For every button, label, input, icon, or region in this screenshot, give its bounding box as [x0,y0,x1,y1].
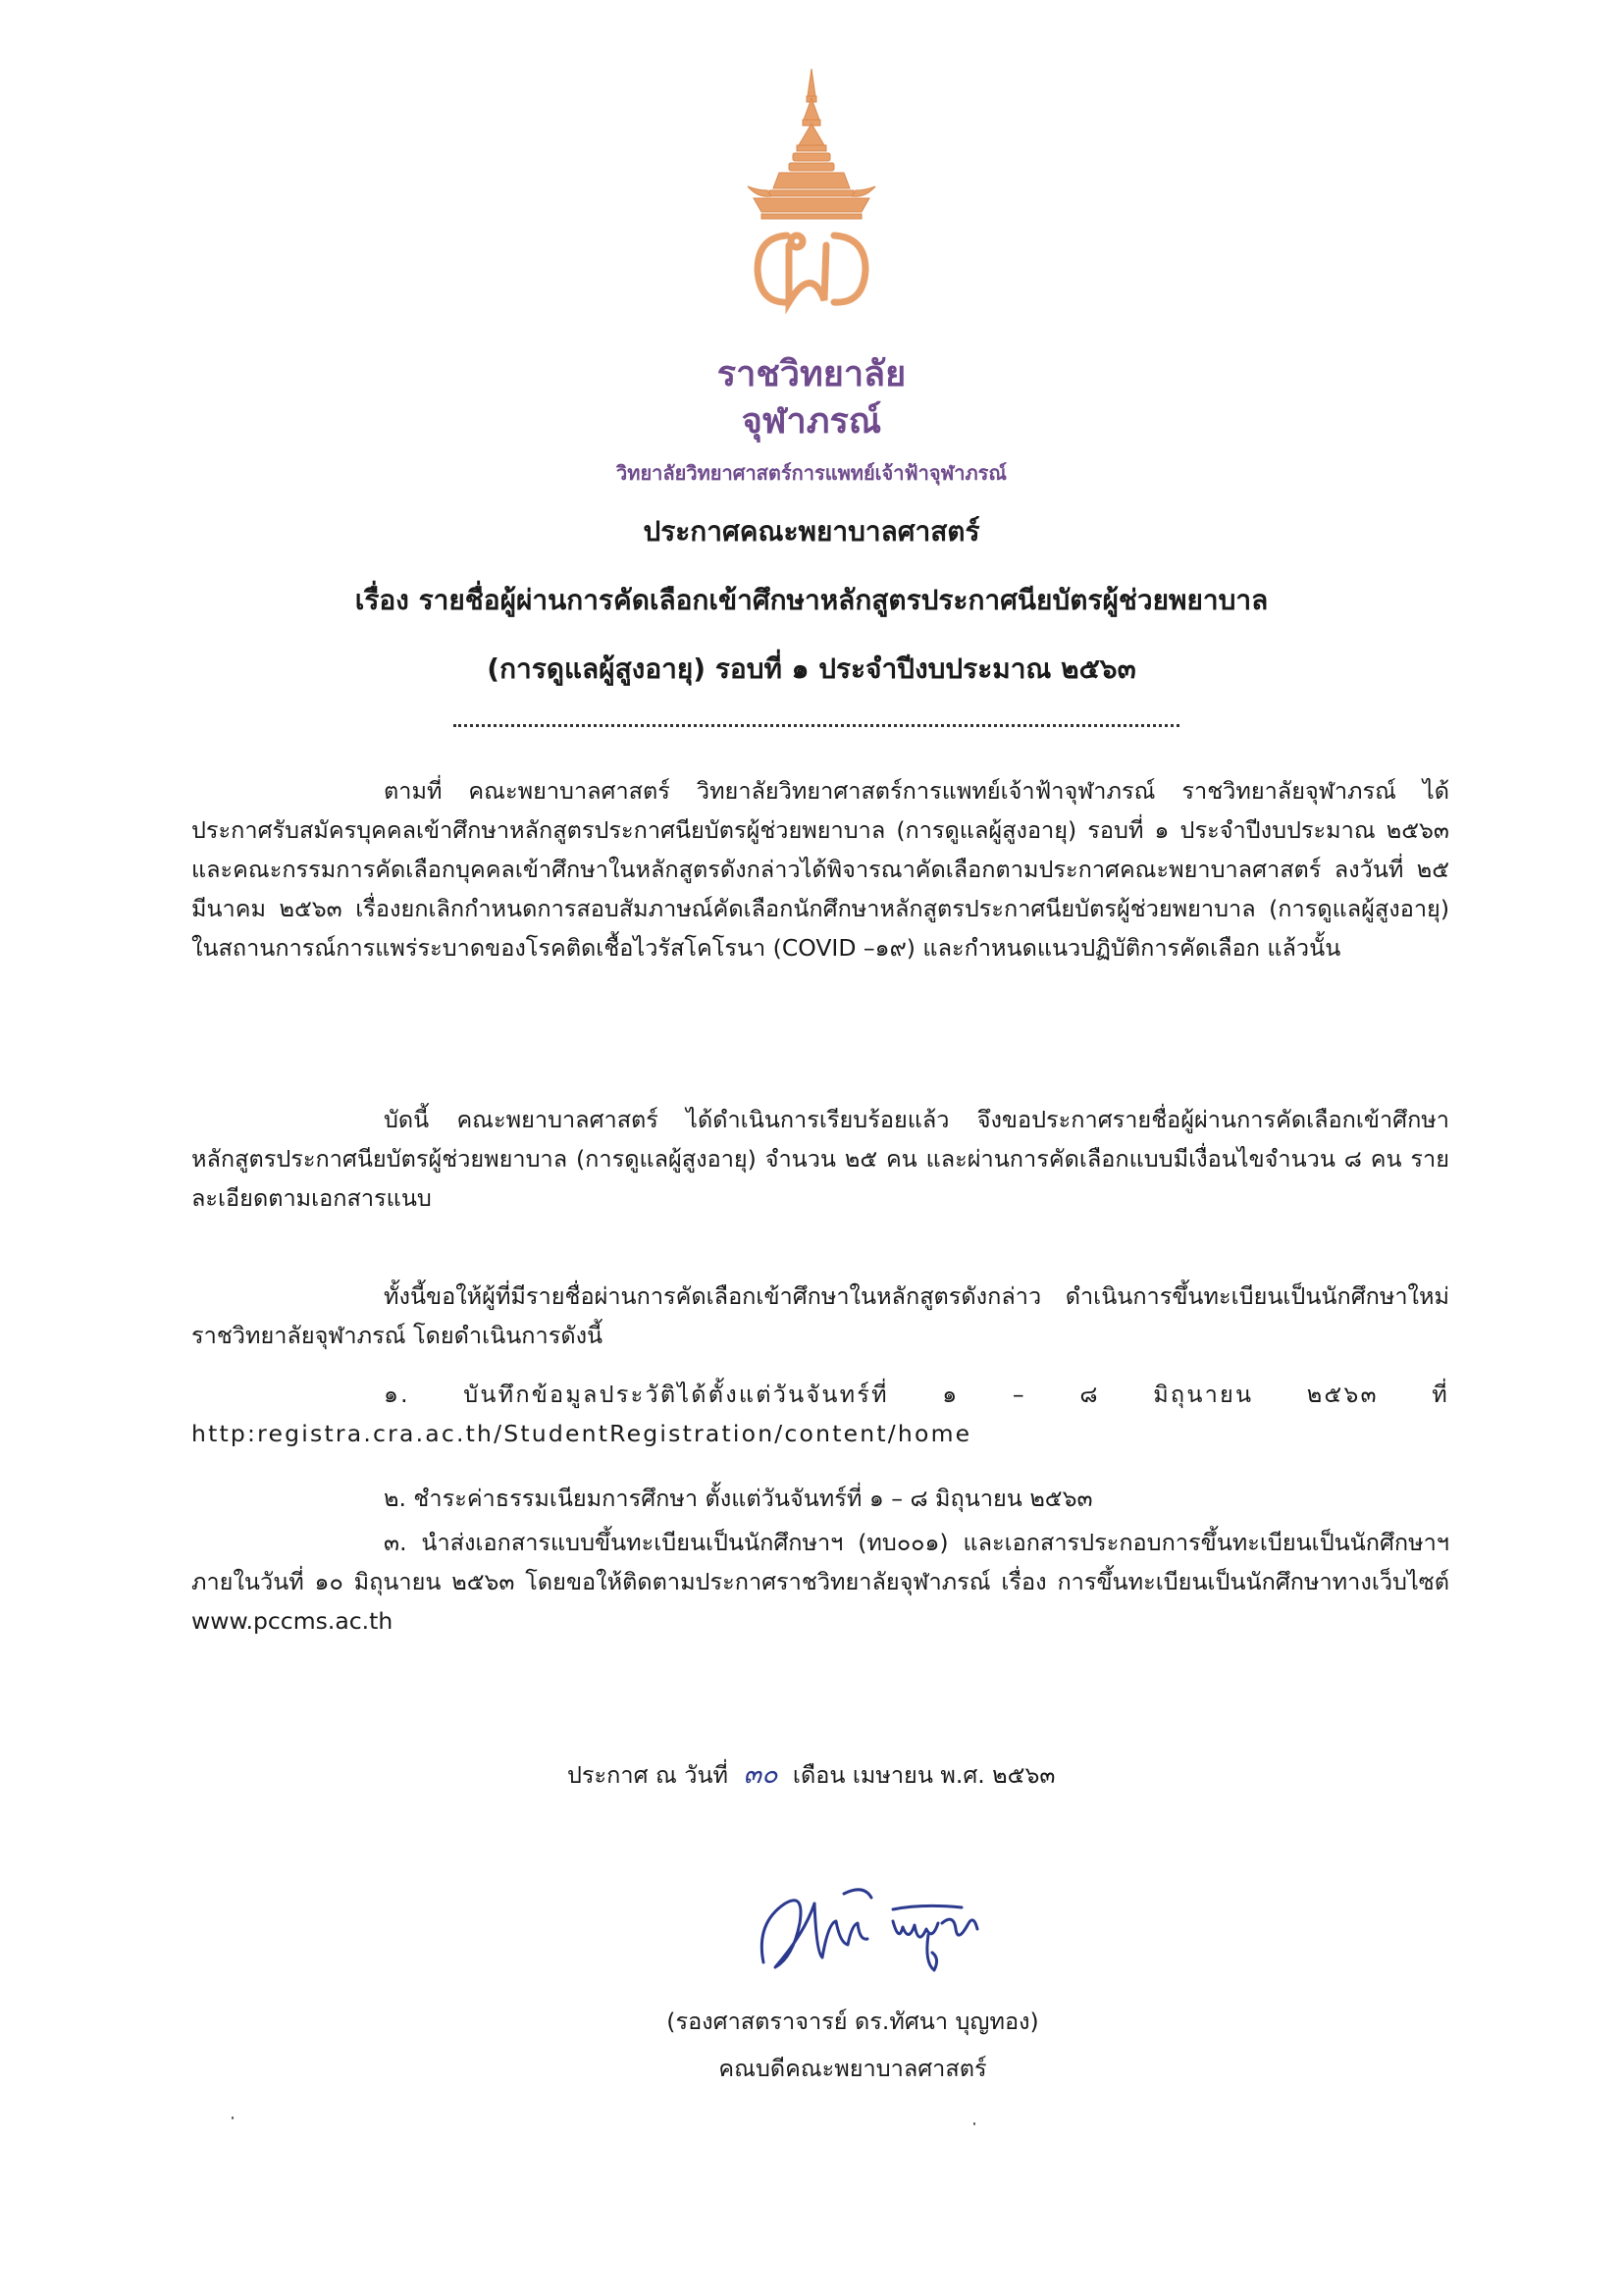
date-prefix: ประกาศ ณ วันที่ [567,1761,728,1789]
body-paragraph-2: บัดนี้ คณะพยาบาลศาสตร์ ได้ดำเนินการเรียบร้อยแล้ว จึงขอประกาศรายชื่อผู้ผ่านการคัดเลือกเข้าศึกษาหลักสูตรประกาศนียบัตรผู้ช่วยพยาบาล (การดูแลผู้สูงอายุ) จำนวน ๒๕ คน และผ่านการคัดเลือกแบบมีเงื่อนไขจำนวน ๘ คน รายละเอียดตามเอกสารแนบ [191,1106,1449,1212]
instruction-item-3: ๓. นำส่งเอกสารแบบขึ้นทะเบียนเป็นนักศึกษาฯ (ทบ๐๐๑) และเอกสารประกอบการขึ้นทะเบียนเป็นนักศึกษาฯ ภายในวันที่ ๑๐ มิถุนายน ๒๕๖๓ โดยขอให้ติดตามประกาศราชวิทยาลัยจุฬาภรณ์ เรื่อง การขึ้นทะเบียนเป็นนักศึกษาทางเว็บไซต์ www.pccms.ac.th [191,1529,1449,1635]
institution-name-line1: ราชวิทยาลัย [716,354,907,394]
institution-name-line2: จุฬาภรณ์ [741,401,882,442]
announcement-title: ประกาศคณะพยาบาลศาสตร์ [643,515,980,548]
scan-speck [232,2116,234,2119]
scan-speck [973,2122,975,2125]
announcement-subject-cont: (การดูแลผู้สูงอายุ) รอบที่ ๑ ประจำปีงบประมาณ ๒๕๖๓ [487,652,1136,685]
instruction-item-1: ๑. บันทึกข้อมูลประวัติได้ตั้งแต่วันจันทร์ที่ ๑ – ๘ มิถุนายน ๒๕๖๓ ที่ http:registra.cra.ac.th/StudentRegistration/content/home [191,1381,1449,1447]
date-suffix: เดือน เมษายน พ.ศ. ๒๕๖๓ [792,1761,1056,1789]
body-paragraph-3: ทั้งนี้ขอให้ผู้ที่มีรายชื่อผ่านการคัดเลือกเข้าศึกษาในหลักสูตรดังกล่าว ดำเนินการขึ้นทะเบียนเป็นนักศึกษาใหม่ราชวิทยาลัยจุฬาภรณ์ โดยดำเนินการดังนี้ [191,1282,1449,1349]
signer-name: (รองศาสตราจารย์ ดร.ทัศนา บุญทอง) [666,2008,1039,2035]
handwritten-day: ๓๐ [743,1759,778,1790]
body-paragraph-1: ตามที่ คณะพยาบาลศาสตร์ วิทยาลัยวิทยาศาสตร์การแพทย์เจ้าฟ้าจุฬาภรณ์ ราชวิทยาลัยจุฬาภรณ์ ได้ประกาศรับสมัครบุคคลเข้าศึกษาหลักสูตรประกาศนียบัตรผู้ช่วยพยาบาล (การดูแลผู้สูงอายุ) รอบที่ ๑ ประจำปีงบประมาณ ๒๕๖๓ และคณะกรรมการคัดเลือกบุคคลเข้าศึกษาในหลักสูตรดังกล่าวได้พิจารณาคัดเลือกตามประกาศคณะพยาบาลศาสตร์ ลงวันที่ ๒๕ มีนาคม ๒๕๖๓ เรื่องยกเลิกกำหนดการสอบสัมภาษณ์คัดเลือกนักศึกษาหลักสูตรประกาศนียบัตรผู้ช่วยพยาบาล (การดูแลผู้สูงอายุ) ในสถานการณ์การแพร่ระบาดของโรคติดเชื้อไวรัสโคโรนา (COVID –๑๙) และกำหนดแนวปฏิบัติการคัดเลือก แล้วนั้น [191,777,1449,962]
signer-position: คณบดีคณะพยาบาลศาสตร์ [718,2055,987,2082]
institution-subtitle: วิทยาลัยวิทยาศาสตร์การแพทย์เจ้าฟ้าจุฬาภรณ์ [616,461,1007,485]
handwritten-signature [746,1864,1040,1992]
instruction-item-2: ๒. ชำระค่าธรรมเนียมการศึกษา ตั้งแต่วันจันทร์ที่ ๑ – ๘ มิถุนายน ๒๕๖๓ [384,1485,1093,1512]
announcement-date [567,1752,1055,1795]
announcement-subject: เรื่อง รายชื่อผู้ผ่านการคัดเลือกเข้าศึกษาหลักสูตรประกาศนียบัตรผู้ช่วยพยาบาล [354,584,1269,616]
college-emblem-icon [728,69,895,324]
dotted-divider [453,714,1179,727]
